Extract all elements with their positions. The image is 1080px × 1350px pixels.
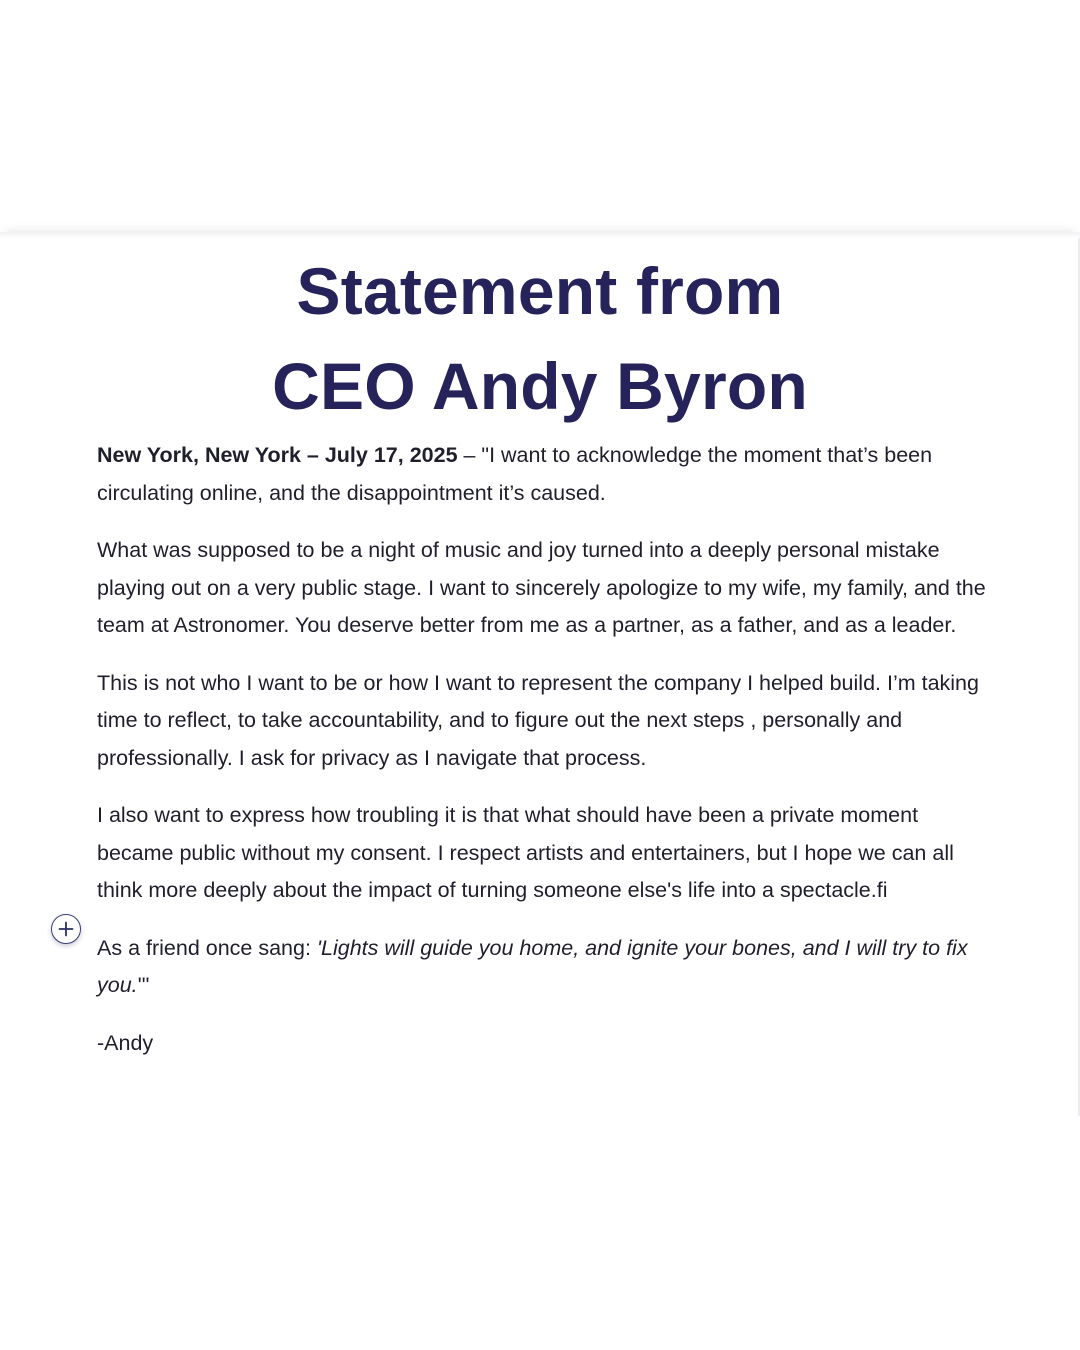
- plus-circle-icon: [58, 921, 74, 937]
- top-blank-area: [0, 0, 1080, 232]
- paragraph-3: This is not who I want to be or how I want to represent the company I helped build. I’m taking time to reflect, to take accountability, and to figure out the next steps , personally and professionally. I ask for privacy as I navigate that process.: [97, 670, 979, 770]
- paragraph-4: I also want to express how troubling it is that what should have been a private moment became public without my consent. I respect artists and entertainers, but I hope we can all think more deeply about the impact of turning someone else's life into a spectacle.fi: [97, 803, 954, 902]
- quote-close: '": [137, 973, 150, 997]
- signature: -Andy: [97, 1030, 154, 1055]
- statement-body: [97, 437, 997, 1082]
- song-quote: 'Lights will guide you home, and ignite your bones, and I will try to fix you.: [97, 935, 968, 997]
- paragraph-5: [97, 930, 997, 1005]
- paragraph-1-text: – "I want to acknowledge the moment that’s been circulating online, and the disappointment it’s caused.: [97, 443, 933, 505]
- quote-lead: As a friend once sang:: [97, 935, 317, 960]
- page-title: [0, 244, 1080, 434]
- add-block-button[interactable]: [51, 914, 81, 944]
- title-line-2: CEO Andy Byron: [272, 349, 808, 423]
- panel-top-shadow: [0, 232, 1080, 238]
- title-line-1: Statement from: [296, 254, 784, 328]
- dateline: New York, New York – July 17, 2025: [97, 443, 458, 467]
- paragraph-1: [97, 437, 997, 512]
- paragraph-2: What was supposed to be a night of music and joy turned into a deeply personal mistake playing out on a very public stage. I want to sincerely apologize to my wife, my family, and the team at Astronomer. You deserve better from me as a partner, as a father, and as a leader.: [97, 538, 986, 637]
